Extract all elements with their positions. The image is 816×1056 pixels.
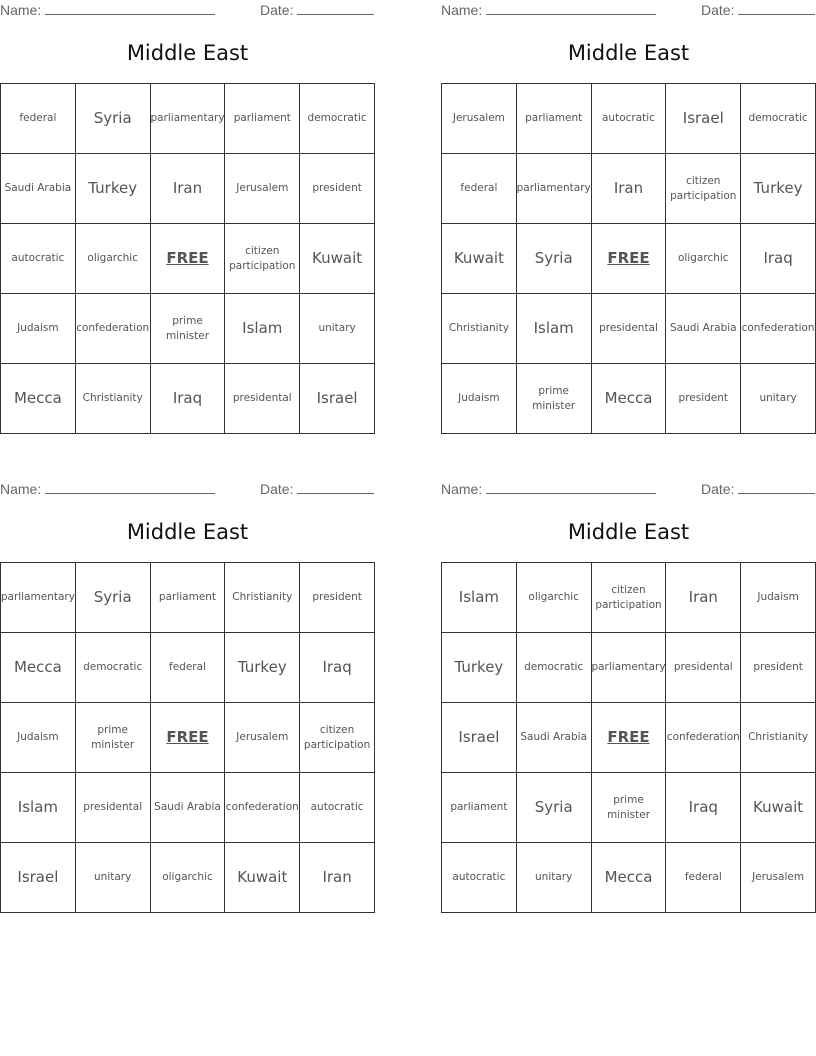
bingo-cell[interactable]: Iraq	[151, 364, 226, 434]
card-header	[441, 479, 816, 501]
name-blank-line[interactable]	[486, 2, 656, 15]
date-blank-line[interactable]	[738, 2, 815, 15]
bingo-cell[interactable]: parliament	[151, 563, 226, 633]
bingo-cell[interactable]: federal	[1, 84, 76, 154]
bingo-cell[interactable]: Christianity	[225, 563, 300, 633]
bingo-card	[0, 479, 375, 887]
free-space[interactable]: FREE	[151, 224, 226, 294]
bingo-cell[interactable]: Islam	[225, 294, 300, 364]
bingo-cell[interactable]: citizen participation	[592, 563, 667, 633]
bingo-cell[interactable]: citizen participation	[225, 224, 300, 294]
date-blank-line[interactable]	[297, 481, 374, 494]
bingo-cell[interactable]: parliamentary	[517, 154, 592, 224]
bingo-cell[interactable]: Syria	[76, 563, 151, 633]
name-field[interactable]	[0, 2, 215, 18]
bingo-cell[interactable]: parliament	[442, 773, 517, 843]
bingo-cell[interactable]: Iran	[151, 154, 226, 224]
date-blank-line[interactable]	[738, 481, 815, 494]
bingo-cell[interactable]: unitary	[76, 843, 151, 913]
bingo-cell[interactable]: autocratic	[592, 84, 667, 154]
bingo-cell[interactable]: president	[300, 563, 375, 633]
bingo-grid	[441, 83, 816, 434]
date-field[interactable]	[260, 2, 374, 18]
date-field[interactable]	[701, 2, 815, 18]
bingo-cell[interactable]: president	[741, 633, 816, 703]
bingo-cell[interactable]: Saudi Arabia	[517, 703, 592, 773]
date-label: Date:	[260, 481, 294, 497]
bingo-cell[interactable]: parliament	[517, 84, 592, 154]
bingo-cell[interactable]: Kuwait	[741, 773, 816, 843]
bingo-cell[interactable]: unitary	[517, 843, 592, 913]
bingo-cell[interactable]: confederation	[76, 294, 151, 364]
bingo-cell[interactable]: oligarchic	[76, 224, 151, 294]
free-space[interactable]: FREE	[592, 224, 667, 294]
bingo-cell[interactable]: Iran	[666, 563, 741, 633]
card-title: Middle East	[126, 520, 249, 544]
bingo-cell[interactable]: democratic	[741, 84, 816, 154]
bingo-cell[interactable]: presidental	[225, 364, 300, 434]
bingo-cell[interactable]: Syria	[76, 84, 151, 154]
bingo-cell[interactable]: democratic	[76, 633, 151, 703]
bingo-cell[interactable]: citizen participation	[666, 154, 741, 224]
bingo-cell[interactable]: Christianity	[741, 703, 816, 773]
bingo-cell[interactable]: Saudi Arabia	[666, 294, 741, 364]
bingo-cell[interactable]: Iraq	[300, 633, 375, 703]
date-blank-line[interactable]	[297, 2, 374, 15]
card-header	[0, 479, 375, 501]
bingo-cell[interactable]: Islam	[517, 294, 592, 364]
bingo-cell[interactable]: unitary	[300, 294, 375, 364]
bingo-cell[interactable]: autocratic	[300, 773, 375, 843]
bingo-cell[interactable]: Syria	[517, 224, 592, 294]
bingo-cell[interactable]: prime minister	[517, 364, 592, 434]
bingo-cell[interactable]: Mecca	[1, 364, 76, 434]
bingo-cell[interactable]: Iran	[592, 154, 667, 224]
bingo-cell[interactable]: Kuwait	[300, 224, 375, 294]
bingo-cell[interactable]: Saudi Arabia	[1, 154, 76, 224]
bingo-cell[interactable]: Kuwait	[442, 224, 517, 294]
name-label: Name:	[441, 481, 483, 497]
card-header	[441, 0, 816, 22]
name-blank-line[interactable]	[486, 481, 656, 494]
bingo-cell[interactable]: confederation	[741, 294, 816, 364]
bingo-card	[441, 0, 816, 412]
bingo-cell[interactable]: Iraq	[666, 773, 741, 843]
bingo-cell[interactable]: Jerusalem	[442, 84, 517, 154]
bingo-cell[interactable]: federal	[151, 633, 226, 703]
bingo-cell[interactable]: autocratic	[1, 224, 76, 294]
bingo-cell[interactable]: Syria	[517, 773, 592, 843]
bingo-cell[interactable]: Judaism	[741, 563, 816, 633]
free-space[interactable]: FREE	[151, 703, 226, 773]
bingo-cell[interactable]: Judaism	[1, 294, 76, 364]
bingo-cell[interactable]: democratic	[300, 84, 375, 154]
bingo-cell[interactable]: Turkey	[76, 154, 151, 224]
bingo-cell[interactable]: Islam	[1, 773, 76, 843]
bingo-cell[interactable]: Turkey	[442, 633, 517, 703]
bingo-cell[interactable]: federal	[442, 154, 517, 224]
date-label: Date:	[701, 2, 735, 18]
bingo-grid	[0, 562, 375, 913]
card-title: Middle East	[126, 41, 249, 65]
card-title: Middle East	[567, 41, 690, 65]
bingo-cell[interactable]: Christianity	[442, 294, 517, 364]
name-blank-line[interactable]	[45, 481, 215, 494]
bingo-cell[interactable]: citizen participation	[300, 703, 375, 773]
bingo-cell[interactable]: Judaism	[1, 703, 76, 773]
bingo-cell[interactable]: democratic	[517, 633, 592, 703]
name-blank-line[interactable]	[45, 2, 215, 15]
bingo-cell[interactable]: presidental	[592, 294, 667, 364]
bingo-card	[441, 479, 816, 887]
bingo-cell[interactable]: presidental	[666, 633, 741, 703]
bingo-cell[interactable]: Mecca	[592, 364, 667, 434]
free-space[interactable]: FREE	[592, 703, 667, 773]
date-label: Date:	[260, 2, 294, 18]
date-field[interactable]	[701, 481, 815, 497]
bingo-cell[interactable]: Jerusalem	[741, 843, 816, 913]
bingo-cell[interactable]: Christianity	[76, 364, 151, 434]
bingo-cell[interactable]: confederation	[225, 773, 300, 843]
bingo-cell[interactable]: president	[666, 364, 741, 434]
bingo-cell[interactable]: Jerusalem	[225, 703, 300, 773]
name-field[interactable]	[0, 481, 215, 497]
name-label: Name:	[441, 2, 483, 18]
bingo-cell[interactable]: confederation	[666, 703, 741, 773]
bingo-cell[interactable]: Judaism	[442, 364, 517, 434]
date-field[interactable]	[260, 481, 374, 497]
name-field[interactable]	[441, 481, 656, 497]
name-label: Name:	[0, 2, 42, 18]
bingo-cell[interactable]: oligarchic	[666, 224, 741, 294]
bingo-cell[interactable]: prime minister	[592, 773, 667, 843]
bingo-cell[interactable]: parliamentary	[151, 84, 226, 154]
bingo-cell[interactable]: Iraq	[741, 224, 816, 294]
bingo-grid	[441, 562, 816, 913]
bingo-cell[interactable]: president	[300, 154, 375, 224]
bingo-cell[interactable]: parliament	[225, 84, 300, 154]
bingo-cell[interactable]: Turkey	[741, 154, 816, 224]
bingo-cell[interactable]: federal	[666, 843, 741, 913]
bingo-grid	[0, 83, 375, 434]
bingo-cell[interactable]: parliamentary	[592, 633, 667, 703]
bingo-cell[interactable]: presidental	[76, 773, 151, 843]
date-label: Date:	[701, 481, 735, 497]
name-field[interactable]	[441, 2, 656, 18]
bingo-cell[interactable]: Israel	[1, 843, 76, 913]
bingo-cell[interactable]: oligarchic	[151, 843, 226, 913]
card-title: Middle East	[567, 520, 690, 544]
bingo-cell[interactable]: unitary	[741, 364, 816, 434]
bingo-cell[interactable]: Iran	[300, 843, 375, 913]
bingo-cell[interactable]: Saudi Arabia	[151, 773, 226, 843]
bingo-card	[0, 0, 375, 408]
bingo-cell[interactable]: Israel	[300, 364, 375, 434]
bingo-cell[interactable]: autocratic	[442, 843, 517, 913]
bingo-cell[interactable]: prime minister	[76, 703, 151, 773]
bingo-cell[interactable]: Kuwait	[225, 843, 300, 913]
bingo-cell[interactable]: oligarchic	[517, 563, 592, 633]
bingo-cell[interactable]: Islam	[442, 563, 517, 633]
name-label: Name:	[0, 481, 42, 497]
card-header	[0, 0, 375, 22]
bingo-cell[interactable]: Israel	[666, 84, 741, 154]
bingo-cell[interactable]: parliamentary	[1, 563, 76, 633]
bingo-cell[interactable]: Turkey	[225, 633, 300, 703]
bingo-cell[interactable]: Jerusalem	[225, 154, 300, 224]
bingo-cell[interactable]: Mecca	[1, 633, 76, 703]
bingo-cell[interactable]: Israel	[442, 703, 517, 773]
bingo-cell[interactable]: prime minister	[151, 294, 226, 364]
bingo-cell[interactable]: Mecca	[592, 843, 667, 913]
